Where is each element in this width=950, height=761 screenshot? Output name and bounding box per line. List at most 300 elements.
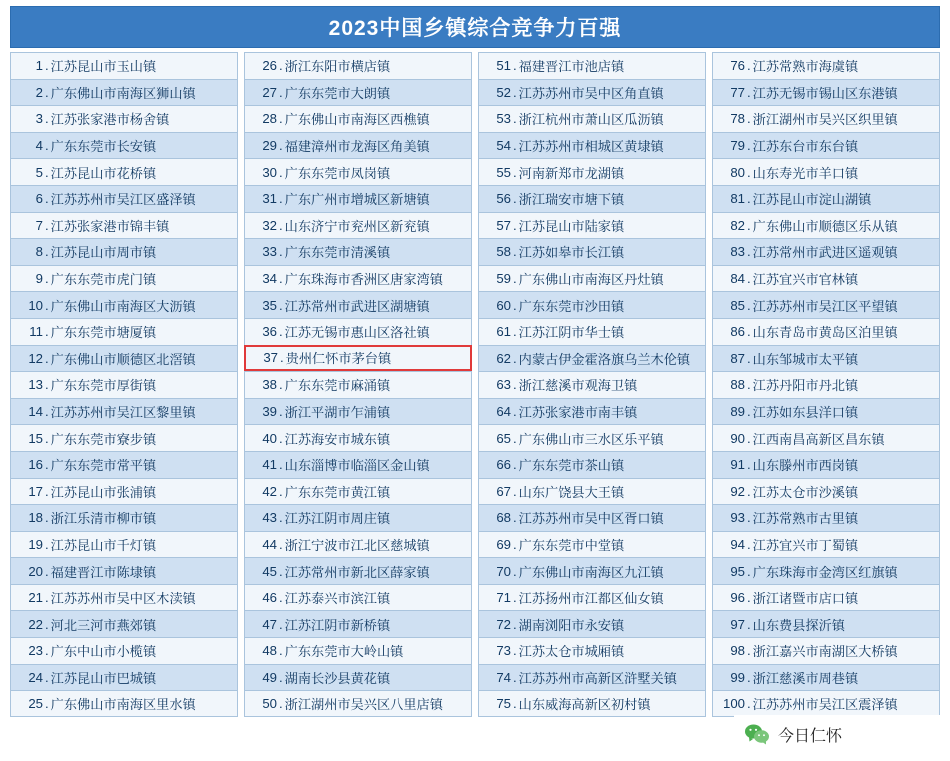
table-row — [10, 212, 238, 239]
page-title: 2023中国乡镇综合竞争力百强 — [328, 17, 622, 40]
rank-separator: . — [747, 590, 751, 606]
town-name: 江苏昆山市陆家镇 — [518, 218, 625, 234]
rank-separator: . — [513, 271, 517, 287]
rank-number: 60 — [496, 297, 511, 313]
rank-separator: . — [279, 191, 283, 207]
table-row — [244, 504, 472, 531]
town-name: 浙江乐清市柳市镇 — [50, 511, 157, 527]
rank-number: 38 — [262, 377, 277, 393]
town-name: 江苏常州市武进区湖塘镇 — [284, 298, 430, 314]
table-row — [712, 79, 940, 106]
rank-number: 78 — [730, 111, 745, 127]
town-name: 广东佛山市顺德区乐从镇 — [752, 218, 898, 234]
rank-separator: . — [747, 536, 751, 552]
table-row — [712, 478, 940, 505]
rank-separator: . — [45, 536, 49, 552]
rank-table — [10, 52, 940, 717]
rank-separator: . — [279, 324, 283, 340]
rank-number: 83 — [730, 244, 745, 260]
rank-number: 62 — [496, 350, 511, 366]
rank-number: 30 — [262, 164, 277, 180]
table-row — [244, 79, 472, 106]
rank-separator: . — [45, 483, 49, 499]
town-name: 广东东莞市大朗镇 — [284, 85, 391, 101]
table-row — [244, 238, 472, 265]
rank-separator: . — [513, 58, 517, 74]
rank-separator: . — [513, 590, 517, 606]
rank-separator: . — [279, 669, 283, 685]
rank-number: 34 — [262, 271, 277, 287]
table-row — [712, 531, 940, 558]
table-row — [244, 610, 472, 637]
table-row — [244, 158, 472, 185]
town-name: 福建漳州市龙海区角美镇 — [284, 139, 430, 155]
table-row — [478, 637, 706, 664]
rank-separator: . — [513, 138, 517, 154]
town-name: 江苏昆山市巴城镇 — [50, 670, 157, 686]
rank-number: 26 — [262, 58, 277, 74]
rank-separator: . — [513, 483, 517, 499]
table-row — [10, 105, 238, 132]
rank-separator: . — [45, 217, 49, 233]
rank-separator: . — [747, 510, 751, 526]
rank-separator: . — [513, 563, 517, 579]
table-row — [712, 105, 940, 132]
rank-number: 22 — [28, 616, 43, 632]
table-row — [712, 212, 940, 239]
table-row — [10, 504, 238, 531]
town-name: 广东东莞市厚街镇 — [50, 378, 157, 394]
table-row — [244, 398, 472, 425]
rank-number: 27 — [262, 84, 277, 100]
town-name: 江苏昆山市周市镇 — [50, 245, 157, 261]
rank-separator: . — [45, 510, 49, 526]
town-name: 江苏常熟市海虞镇 — [752, 59, 859, 75]
rank-separator: . — [45, 297, 49, 313]
town-name: 江苏苏州市吴中区角直镇 — [518, 85, 664, 101]
rank-separator: . — [513, 324, 517, 340]
rank-number: 44 — [262, 536, 277, 552]
town-name: 山东滕州市西岗镇 — [752, 458, 859, 474]
table-row — [244, 291, 472, 318]
table-row — [478, 105, 706, 132]
rank-separator: . — [747, 350, 751, 366]
town-name: 浙江诸暨市店口镇 — [752, 591, 859, 607]
town-name: 湖南长沙县黄花镇 — [284, 670, 391, 686]
rank-number: 77 — [730, 84, 745, 100]
town-name: 广东佛山市顺德区北滘镇 — [50, 351, 196, 367]
rank-column-3 — [478, 52, 706, 717]
table-row — [712, 158, 940, 185]
table-row — [244, 212, 472, 239]
rank-column-4 — [712, 52, 940, 717]
rank-number: 37 — [263, 350, 278, 366]
rank-number: 17 — [28, 483, 43, 499]
wechat-icon — [744, 723, 770, 745]
rank-separator: . — [747, 457, 751, 473]
table-row — [244, 265, 472, 292]
rank-separator: . — [45, 696, 49, 712]
table-row — [478, 478, 706, 505]
rank-number: 47 — [262, 616, 277, 632]
town-name: 广东广州市增城区新塘镇 — [284, 192, 430, 208]
town-name: 浙江东阳市横店镇 — [284, 59, 391, 75]
rank-separator: . — [513, 510, 517, 526]
rank-number: 10 — [28, 297, 43, 313]
town-name: 江西南昌高新区昌东镇 — [752, 431, 885, 447]
rank-separator: . — [279, 457, 283, 473]
table-row — [10, 637, 238, 664]
table-row — [478, 52, 706, 79]
table-row — [10, 478, 238, 505]
table-row — [10, 265, 238, 292]
rank-separator: . — [45, 138, 49, 154]
town-name: 江苏苏州市吴中区胥口镇 — [518, 511, 664, 527]
town-name: 江苏昆山市淀山湖镇 — [752, 192, 872, 208]
rank-separator: . — [747, 377, 751, 393]
town-name: 湖南浏阳市永安镇 — [518, 617, 625, 633]
rank-separator: . — [747, 643, 751, 659]
rank-column-2 — [244, 52, 472, 717]
rank-separator: . — [279, 590, 283, 606]
rank-number: 92 — [730, 483, 745, 499]
rank-number: 32 — [262, 217, 277, 233]
table-row — [712, 398, 940, 425]
table-row — [244, 557, 472, 584]
rank-number: 29 — [262, 138, 277, 154]
town-name: 江苏东台市东台镇 — [752, 139, 859, 155]
town-name: 广东东莞市黄江镇 — [284, 484, 391, 500]
town-name: 广东东莞市大岭山镇 — [284, 644, 404, 660]
rank-separator: . — [45, 643, 49, 659]
table-row — [712, 238, 940, 265]
town-name: 江苏太仓市城厢镇 — [518, 644, 625, 660]
rank-number: 46 — [262, 590, 277, 606]
table-row — [712, 451, 940, 478]
rank-number: 8 — [35, 244, 43, 260]
rank-separator: . — [279, 483, 283, 499]
table-row — [10, 424, 238, 451]
table-row — [10, 318, 238, 345]
table-row — [244, 371, 472, 398]
rank-separator: . — [45, 377, 49, 393]
rank-separator: . — [279, 510, 283, 526]
rank-separator: . — [513, 217, 517, 233]
rank-number: 35 — [262, 297, 277, 313]
town-name: 江苏张家港市锦丰镇 — [50, 218, 170, 234]
rank-separator: . — [513, 457, 517, 473]
rank-separator: . — [279, 164, 283, 180]
rank-separator: . — [279, 430, 283, 446]
rank-separator: . — [45, 244, 49, 260]
town-name: 江苏昆山市张浦镇 — [50, 484, 157, 500]
town-name: 江苏苏州市吴江区盛泽镇 — [50, 192, 196, 208]
town-name: 广东东莞市塘厦镇 — [50, 325, 157, 341]
rank-number: 59 — [496, 271, 511, 287]
rank-number: 90 — [730, 430, 745, 446]
town-name: 浙江杭州市萧山区瓜沥镇 — [518, 112, 664, 128]
town-name: 广东东莞市寮步镇 — [50, 431, 157, 447]
town-name: 江苏昆山市玉山镇 — [50, 59, 157, 75]
rank-number: 99 — [730, 669, 745, 685]
rank-separator: . — [513, 84, 517, 100]
table-row — [712, 584, 940, 611]
rank-number: 28 — [262, 111, 277, 127]
rank-number: 61 — [496, 324, 511, 340]
table-row — [10, 690, 238, 717]
table-row — [478, 79, 706, 106]
rank-number: 52 — [496, 84, 511, 100]
rank-separator: . — [45, 164, 49, 180]
town-name: 江苏苏州市吴江区震泽镇 — [752, 697, 898, 713]
table-row — [244, 531, 472, 558]
town-name: 江苏张家港市南丰镇 — [518, 405, 638, 421]
rank-separator: . — [45, 58, 49, 74]
rank-number: 64 — [496, 404, 511, 420]
rank-number: 42 — [262, 483, 277, 499]
town-name: 江苏苏州市吴江区黎里镇 — [50, 405, 196, 421]
rank-number: 57 — [496, 217, 511, 233]
rank-number: 12 — [28, 350, 43, 366]
rank-number: 33 — [262, 244, 277, 260]
town-name: 广东东莞市常平镇 — [50, 458, 157, 474]
town-name: 广东佛山市南海区西樵镇 — [284, 112, 430, 128]
table-row — [10, 238, 238, 265]
table-row — [478, 398, 706, 425]
town-name: 广东佛山市三水区乐平镇 — [518, 431, 664, 447]
rank-number: 95 — [730, 563, 745, 579]
table-row — [244, 584, 472, 611]
rank-number: 43 — [262, 510, 277, 526]
town-name: 河南新郑市龙湖镇 — [518, 165, 625, 181]
table-row — [712, 185, 940, 212]
rank-separator: . — [747, 84, 751, 100]
rank-number: 82 — [730, 217, 745, 233]
table-row — [712, 690, 940, 717]
rank-separator: . — [279, 377, 283, 393]
rank-number: 100 — [722, 696, 745, 712]
rank-number: 3 — [35, 111, 43, 127]
table-row — [478, 132, 706, 159]
town-name: 江苏无锡市锡山区东港镇 — [752, 85, 898, 101]
rank-number: 85 — [730, 297, 745, 313]
rank-separator: . — [45, 563, 49, 579]
rank-separator: . — [280, 350, 284, 366]
rank-number: 24 — [28, 669, 43, 685]
town-name: 江苏常熟市古里镇 — [752, 511, 859, 527]
table-row — [244, 664, 472, 691]
rank-number: 39 — [262, 404, 277, 420]
rank-separator: . — [513, 696, 517, 712]
town-name: 江苏江阴市周庄镇 — [284, 511, 391, 527]
table-row — [712, 371, 940, 398]
table-row — [10, 398, 238, 425]
table-row — [712, 664, 940, 691]
town-name: 江苏如东县洋口镇 — [752, 405, 859, 421]
rank-separator: . — [747, 164, 751, 180]
rank-separator: . — [747, 696, 751, 712]
town-name: 江苏宜兴市丁蜀镇 — [752, 537, 859, 553]
rank-separator: . — [747, 58, 751, 74]
town-name: 江苏泰兴市滨江镇 — [284, 591, 391, 607]
table-row — [478, 610, 706, 637]
rank-separator: . — [279, 696, 283, 712]
rank-number: 54 — [496, 138, 511, 154]
rank-separator: . — [279, 84, 283, 100]
rank-column-1 — [10, 52, 238, 717]
rank-number: 2 — [35, 84, 43, 100]
rank-separator: . — [279, 138, 283, 154]
table-row — [712, 132, 940, 159]
table-row — [478, 531, 706, 558]
town-name: 广东东莞市中堂镇 — [518, 537, 625, 553]
town-name: 江苏苏州市相城区黄埭镇 — [518, 139, 664, 155]
table-row — [712, 610, 940, 637]
table-row — [478, 265, 706, 292]
rank-separator: . — [513, 536, 517, 552]
table-row — [10, 345, 238, 372]
rank-separator: . — [747, 111, 751, 127]
rank-number: 88 — [730, 377, 745, 393]
town-name: 广东东莞市凤岗镇 — [284, 165, 391, 181]
rank-separator: . — [45, 350, 49, 366]
rank-separator: . — [513, 643, 517, 659]
table-row — [10, 158, 238, 185]
rank-number: 6 — [35, 191, 43, 207]
town-name: 福建晋江市池店镇 — [518, 59, 625, 75]
rank-separator: . — [513, 244, 517, 260]
rank-separator: . — [279, 217, 283, 233]
rank-separator: . — [279, 111, 283, 127]
town-name: 江苏昆山市花桥镇 — [50, 165, 157, 181]
table-row — [478, 584, 706, 611]
rank-number: 56 — [496, 191, 511, 207]
table-row — [712, 318, 940, 345]
town-name: 江苏江阴市新桥镇 — [284, 617, 391, 633]
town-name: 浙江嘉兴市南湖区大桥镇 — [752, 644, 898, 660]
table-row — [244, 451, 472, 478]
rank-separator: . — [279, 244, 283, 260]
rank-separator: . — [45, 430, 49, 446]
town-name: 浙江平湖市乍浦镇 — [284, 405, 391, 421]
rank-number: 89 — [730, 404, 745, 420]
rank-number: 74 — [496, 669, 511, 685]
rank-number: 45 — [262, 563, 277, 579]
rank-separator: . — [747, 404, 751, 420]
town-name: 广东东莞市麻涌镇 — [284, 378, 391, 394]
table-row — [478, 291, 706, 318]
rank-separator: . — [279, 536, 283, 552]
table-row — [244, 52, 472, 79]
rank-number: 5 — [35, 164, 43, 180]
town-name: 贵州仁怀市茅台镇 — [285, 351, 392, 367]
rank-separator: . — [45, 191, 49, 207]
rank-separator: . — [513, 297, 517, 313]
rank-separator: . — [45, 616, 49, 632]
town-name: 广东佛山市南海区丹灶镇 — [518, 272, 664, 288]
rank-separator: . — [45, 590, 49, 606]
town-name: 广东珠海市金湾区红旗镇 — [752, 564, 898, 580]
table-row — [10, 451, 238, 478]
rank-number: 20 — [28, 563, 43, 579]
rank-number: 63 — [496, 377, 511, 393]
rank-number: 65 — [496, 430, 511, 446]
rank-number: 73 — [496, 643, 511, 659]
table-row — [10, 531, 238, 558]
rank-separator: . — [747, 191, 751, 207]
page-title-bar — [10, 6, 940, 48]
rank-separator: . — [45, 324, 49, 340]
rank-separator: . — [45, 669, 49, 685]
rank-number: 93 — [730, 510, 745, 526]
rank-number: 70 — [496, 563, 511, 579]
rank-number: 25 — [28, 696, 43, 712]
rank-number: 69 — [496, 536, 511, 552]
rank-number: 66 — [496, 457, 511, 473]
rank-number: 1 — [35, 58, 43, 74]
rank-separator: . — [45, 404, 49, 420]
rank-number: 41 — [262, 457, 277, 473]
rank-separator: . — [513, 191, 517, 207]
rank-number: 97 — [730, 616, 745, 632]
table-row — [478, 158, 706, 185]
rank-separator: . — [45, 84, 49, 100]
table-row — [244, 318, 472, 345]
table-row — [244, 105, 472, 132]
table-row — [478, 424, 706, 451]
rank-separator: . — [45, 457, 49, 473]
rank-separator: . — [279, 404, 283, 420]
town-name: 浙江慈溪市观海卫镇 — [518, 378, 638, 394]
rank-number: 15 — [28, 430, 43, 446]
town-name: 江苏苏州市吴中区木渎镇 — [50, 591, 196, 607]
rank-separator: . — [513, 111, 517, 127]
rank-separator: . — [747, 271, 751, 287]
town-name: 江苏无锡市惠山区洛社镇 — [284, 325, 430, 341]
town-name: 山东寿光市羊口镇 — [752, 165, 859, 181]
rank-number: 86 — [730, 324, 745, 340]
rank-number: 21 — [28, 590, 43, 606]
rank-number: 58 — [496, 244, 511, 260]
rank-number: 72 — [496, 616, 511, 632]
table-row — [10, 557, 238, 584]
rank-number: 16 — [28, 457, 43, 473]
town-name: 江苏丹阳市丹北镇 — [752, 378, 859, 394]
rank-separator: . — [45, 271, 49, 287]
town-name: 浙江湖州市吴兴区织里镇 — [752, 112, 898, 128]
rank-number: 49 — [262, 669, 277, 685]
rank-number: 75 — [496, 696, 511, 712]
rank-number: 94 — [730, 536, 745, 552]
rank-number: 48 — [262, 643, 277, 659]
rank-separator: . — [747, 138, 751, 154]
town-name: 浙江湖州市吴兴区八里店镇 — [284, 697, 443, 713]
table-row — [478, 212, 706, 239]
rank-separator: . — [747, 616, 751, 632]
town-name: 山东威海高新区初村镇 — [518, 697, 651, 713]
rank-number: 81 — [730, 191, 745, 207]
town-name: 江苏常州市武进区遥观镇 — [752, 245, 898, 261]
rank-number: 9 — [35, 271, 43, 287]
town-name: 山东广饶县大王镇 — [518, 484, 625, 500]
rank-separator: . — [45, 111, 49, 127]
rank-separator: . — [747, 430, 751, 446]
town-name: 广东中山市小榄镇 — [50, 644, 157, 660]
table-row — [478, 451, 706, 478]
rank-number: 55 — [496, 164, 511, 180]
table-row — [712, 557, 940, 584]
table-row — [712, 52, 940, 79]
